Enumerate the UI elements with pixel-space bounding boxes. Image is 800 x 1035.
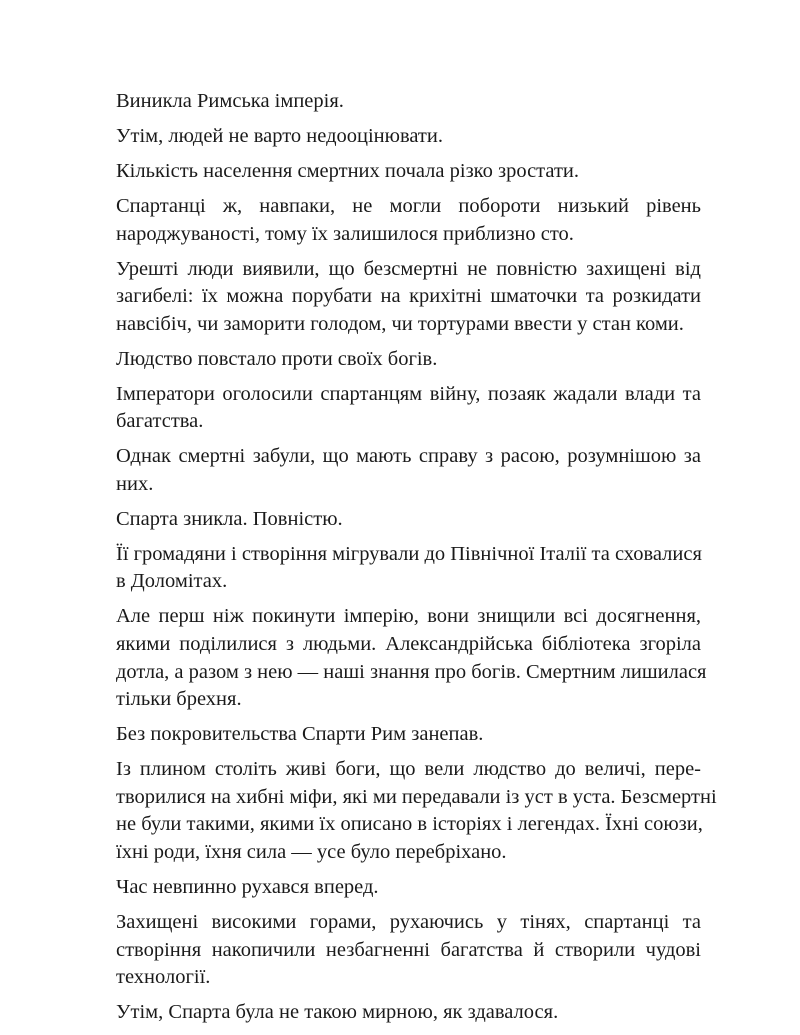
paragraph [116, 123, 701, 151]
text-line: дотла, а разом з нею — наші знання про богів. Смертним лишилася [116, 660, 707, 683]
paragraph [116, 909, 701, 992]
text-line: технології. [116, 966, 211, 989]
text-line: Утім, Спарта була не такою мирною, як здавалося. [116, 1001, 559, 1024]
text-line: Спартанці ж, навпаки, не могли побороти низький рівень [116, 194, 701, 217]
text-line: Виникла Римська імперія. [116, 90, 344, 112]
paragraph [116, 381, 701, 436]
paragraph [116, 193, 701, 248]
paragraph [116, 158, 701, 186]
text-line: якими поділилися з людьми. Александрійська бібліотека згоріла [116, 633, 701, 655]
text-line: Але перш ніж покинути імперію, вони знищили всі досягнення, [116, 605, 701, 628]
text-line: в Доломітах. [116, 570, 228, 593]
text-line: Людство повстало проти своїх богів. [116, 347, 438, 370]
paragraph [116, 603, 707, 713]
text-line: створіння накопичили незбагненні багатства й створили чудові [116, 938, 701, 961]
text-line: навсібіч, чи заморити голодом, чи тортурами ввести у стан коми. [116, 312, 684, 335]
paragraph [116, 256, 701, 339]
text-line: не були такими, якими їх описано в історіях і легендах. Їхні союзи, [116, 813, 703, 836]
text-line: Імператори оголосили спартанцям війну, позаяк жадали влади та [116, 382, 701, 405]
paragraph [116, 346, 701, 374]
paragraph [116, 721, 701, 749]
text-line: творилися на хибні міфи, які ми передавали із уст в уста. Безсмертні [116, 785, 717, 808]
paragraph [116, 874, 701, 902]
text-line: Її громадяни і створіння мігрували до Північної Італії та сховалися [116, 542, 702, 565]
paragraph [116, 506, 701, 534]
text-line: Без покровительства Спарти Рим занепав. [116, 723, 484, 746]
text-line: Однак смертні забули, що мають справу з расою, розумнішою за [116, 445, 701, 468]
text-line: багатства. [116, 410, 204, 433]
paragraph [116, 88, 701, 116]
text-line: народжуваності, тому їх залишилося приблизно сто. [116, 222, 574, 245]
text-line: Утім, людей не варто недооцінювати. [116, 124, 443, 147]
text-line: Кількість населення смертних почала різко зростати. [116, 159, 580, 182]
text-line: загибелі: їх можна порубати на крихітні шматочки та розкидати [116, 285, 701, 308]
paragraph [116, 999, 701, 1027]
text-line: Спарта зникла. Повністю. [116, 507, 343, 530]
text-line: тільки брехня. [116, 688, 242, 711]
paragraph [116, 541, 701, 596]
paragraph [116, 443, 701, 498]
text-line: них. [116, 472, 154, 495]
text-line: Із плином століть живі боги, що вели людство до величі, пере- [116, 758, 701, 781]
text-line: їхні роди, їхня сила — усе було перебріхано. [116, 840, 507, 863]
body-text [116, 88, 717, 1034]
paragraph [116, 756, 717, 866]
text-line: Захищені високими горами, рухаючись у тінях, спартанці та [116, 910, 701, 933]
text-line: Час невпинно рухався вперед. [116, 875, 379, 898]
text-line: Урешті люди виявили, що безсмертні не повністю захищені від [116, 257, 701, 280]
